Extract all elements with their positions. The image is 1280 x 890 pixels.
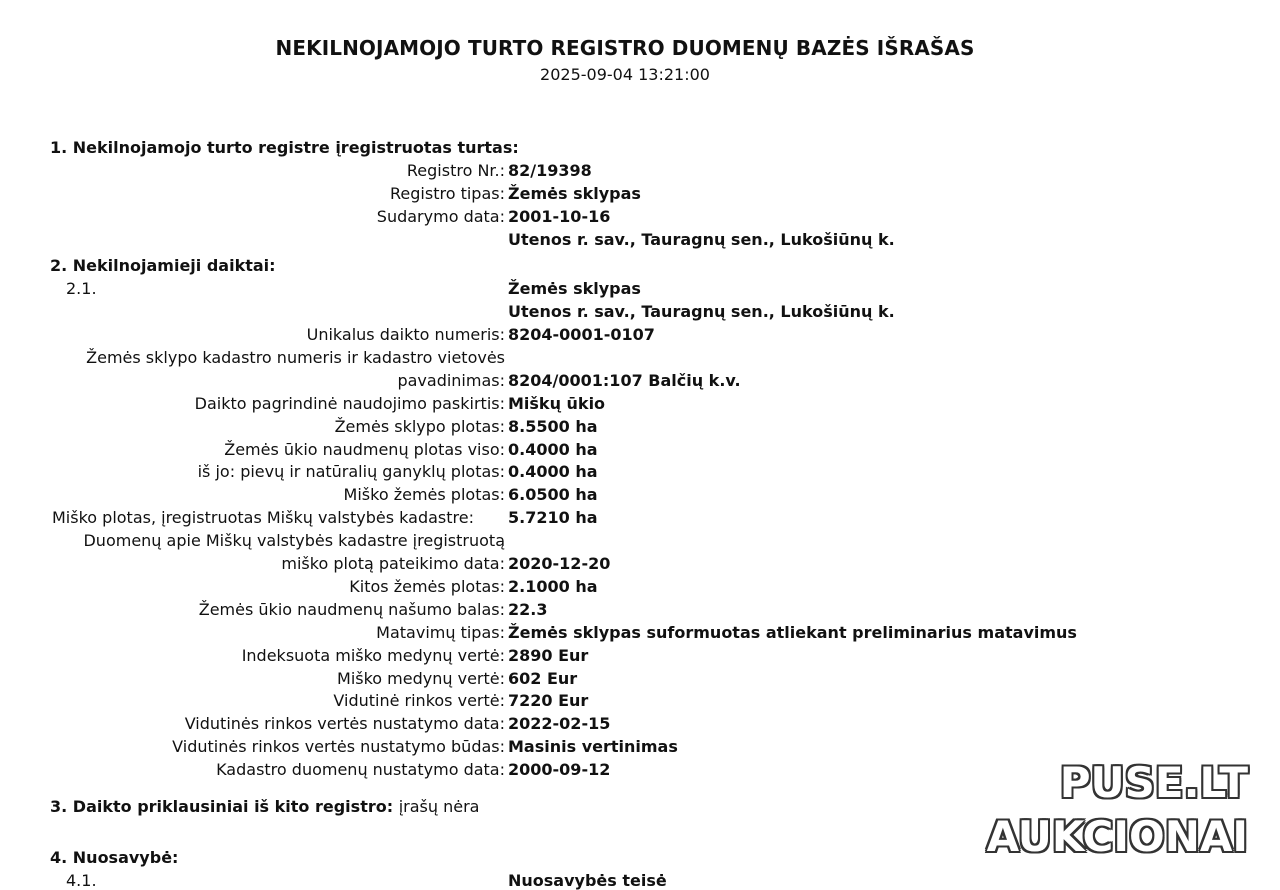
agri-land-area-value: 0.4000 ha bbox=[508, 440, 598, 459]
cadastre-date-label: Kadastro duomenų nustatymo data: bbox=[216, 760, 505, 779]
market-value-value: 7220 Eur bbox=[508, 691, 589, 710]
market-value-method-label: Vidutinės rinkos vertės nustatymo būdas: bbox=[172, 737, 505, 756]
watermark-line2: AUKCIONAI bbox=[986, 812, 1248, 861]
meadow-area-label: iš jo: pievų ir natūralių ganyklų plotas: bbox=[197, 462, 505, 481]
item-4-1-number: 4.1. bbox=[66, 871, 97, 890]
indexed-stand-value-value: 2890 Eur bbox=[508, 646, 589, 665]
market-value-method-value: Masinis vertinimas bbox=[508, 737, 678, 756]
registry-type-value: Žemės sklypas bbox=[508, 184, 641, 203]
item-2-1-address: Utenos r. sav., Tauragnų sen., Lukošiūnų k. bbox=[508, 302, 895, 321]
creation-date-label: Sudarymo data: bbox=[376, 207, 505, 226]
stand-value-value: 602 Eur bbox=[508, 669, 578, 688]
document-title: NEKILNOJAMOJO TURTO REGISTRO DUOMENŲ BAZĖS IŠRAŠAS bbox=[275, 36, 975, 60]
plot-area-label: Žemės sklypo plotas: bbox=[334, 417, 505, 436]
document-timestamp: 2025-09-04 13:21:00 bbox=[540, 65, 710, 84]
forest-land-area-label: Miško žemės plotas: bbox=[343, 485, 505, 504]
indexed-stand-value-label: Indeksuota miško medynų vertė: bbox=[241, 646, 505, 665]
section-3-note: įrašų nėra bbox=[398, 797, 480, 816]
registered-forest-area-value: 5.7210 ha bbox=[508, 508, 598, 527]
main-purpose-value: Miškų ūkio bbox=[508, 394, 606, 413]
section-2-heading: 2. Nekilnojamieji daiktai: bbox=[50, 256, 276, 275]
measurement-type-value: Žemės sklypas suformuotas atliekant preliminarius matavimus bbox=[508, 623, 1077, 642]
other-land-area-value: 2.1000 ha bbox=[508, 577, 598, 596]
forest-land-area-value: 6.0500 ha bbox=[508, 485, 598, 504]
watermark-line1: PUSE.LT bbox=[1059, 758, 1248, 807]
registry-number-value: 82/19398 bbox=[508, 161, 592, 180]
productivity-score-value: 22.3 bbox=[508, 600, 548, 619]
cadastral-number-value: 8204/0001:107 Balčių k.v. bbox=[508, 371, 741, 390]
meadow-area-value: 0.4000 ha bbox=[508, 462, 598, 481]
item-4-1-title: Nuosavybės teisė bbox=[508, 871, 667, 890]
unique-number-value: 8204-0001-0107 bbox=[508, 325, 655, 344]
market-value-date-label: Vidutinės rinkos vertės nustatymo data: bbox=[184, 714, 505, 733]
cadastral-number-label-line1: Žemės sklypo kadastro numeris ir kadastro vietovės bbox=[86, 348, 505, 367]
item-2-1-number: 2.1. bbox=[66, 279, 97, 298]
section-3-title: 3. Daikto priklausiniai iš kito registro: bbox=[50, 797, 394, 816]
measurement-type-label: Matavimų tipas: bbox=[376, 623, 505, 642]
cadastre-date-value: 2000-09-12 bbox=[508, 760, 611, 779]
registry-address-value: Utenos r. sav., Tauragnų sen., Lukošiūnų k. bbox=[508, 230, 895, 249]
section-4-heading: 4. Nuosavybė: bbox=[50, 848, 179, 867]
cadastral-number-label: pavadinimas: bbox=[397, 371, 505, 390]
section-3-heading bbox=[50, 797, 479, 816]
item-2-1-title: Žemės sklypas bbox=[508, 279, 641, 298]
registry-number-label: Registro Nr.: bbox=[406, 161, 505, 180]
market-value-label: Vidutinė rinkos vertė: bbox=[333, 691, 505, 710]
section-1-heading: 1. Nekilnojamojo turto registre įregistruotas turtas: bbox=[50, 138, 519, 157]
agri-land-area-label: Žemės ūkio naudmenų plotas viso: bbox=[224, 440, 505, 459]
creation-date-value: 2001-10-16 bbox=[508, 207, 611, 226]
plot-area-value: 8.5500 ha bbox=[508, 417, 598, 436]
productivity-score-label: Žemės ūkio naudmenų našumo balas: bbox=[198, 600, 505, 619]
stand-value-label: Miško medynų vertė: bbox=[337, 669, 505, 688]
unique-number-label: Unikalus daikto numeris: bbox=[306, 325, 505, 344]
registered-forest-area-label: Miško plotas, įregistruotas Miškų valstybės kadastre: bbox=[52, 508, 474, 527]
market-value-date-value: 2022-02-15 bbox=[508, 714, 611, 733]
forest-data-date-label: miško plotą pateikimo data: bbox=[281, 554, 505, 573]
registry-type-label: Registro tipas: bbox=[390, 184, 505, 203]
main-purpose-label: Daikto pagrindinė naudojimo paskirtis: bbox=[194, 394, 505, 413]
forest-data-date-label-line1: Duomenų apie Miškų valstybės kadastre įregistruotą bbox=[83, 531, 505, 550]
other-land-area-label: Kitos žemės plotas: bbox=[349, 577, 505, 596]
forest-data-date-value: 2020-12-20 bbox=[508, 554, 611, 573]
